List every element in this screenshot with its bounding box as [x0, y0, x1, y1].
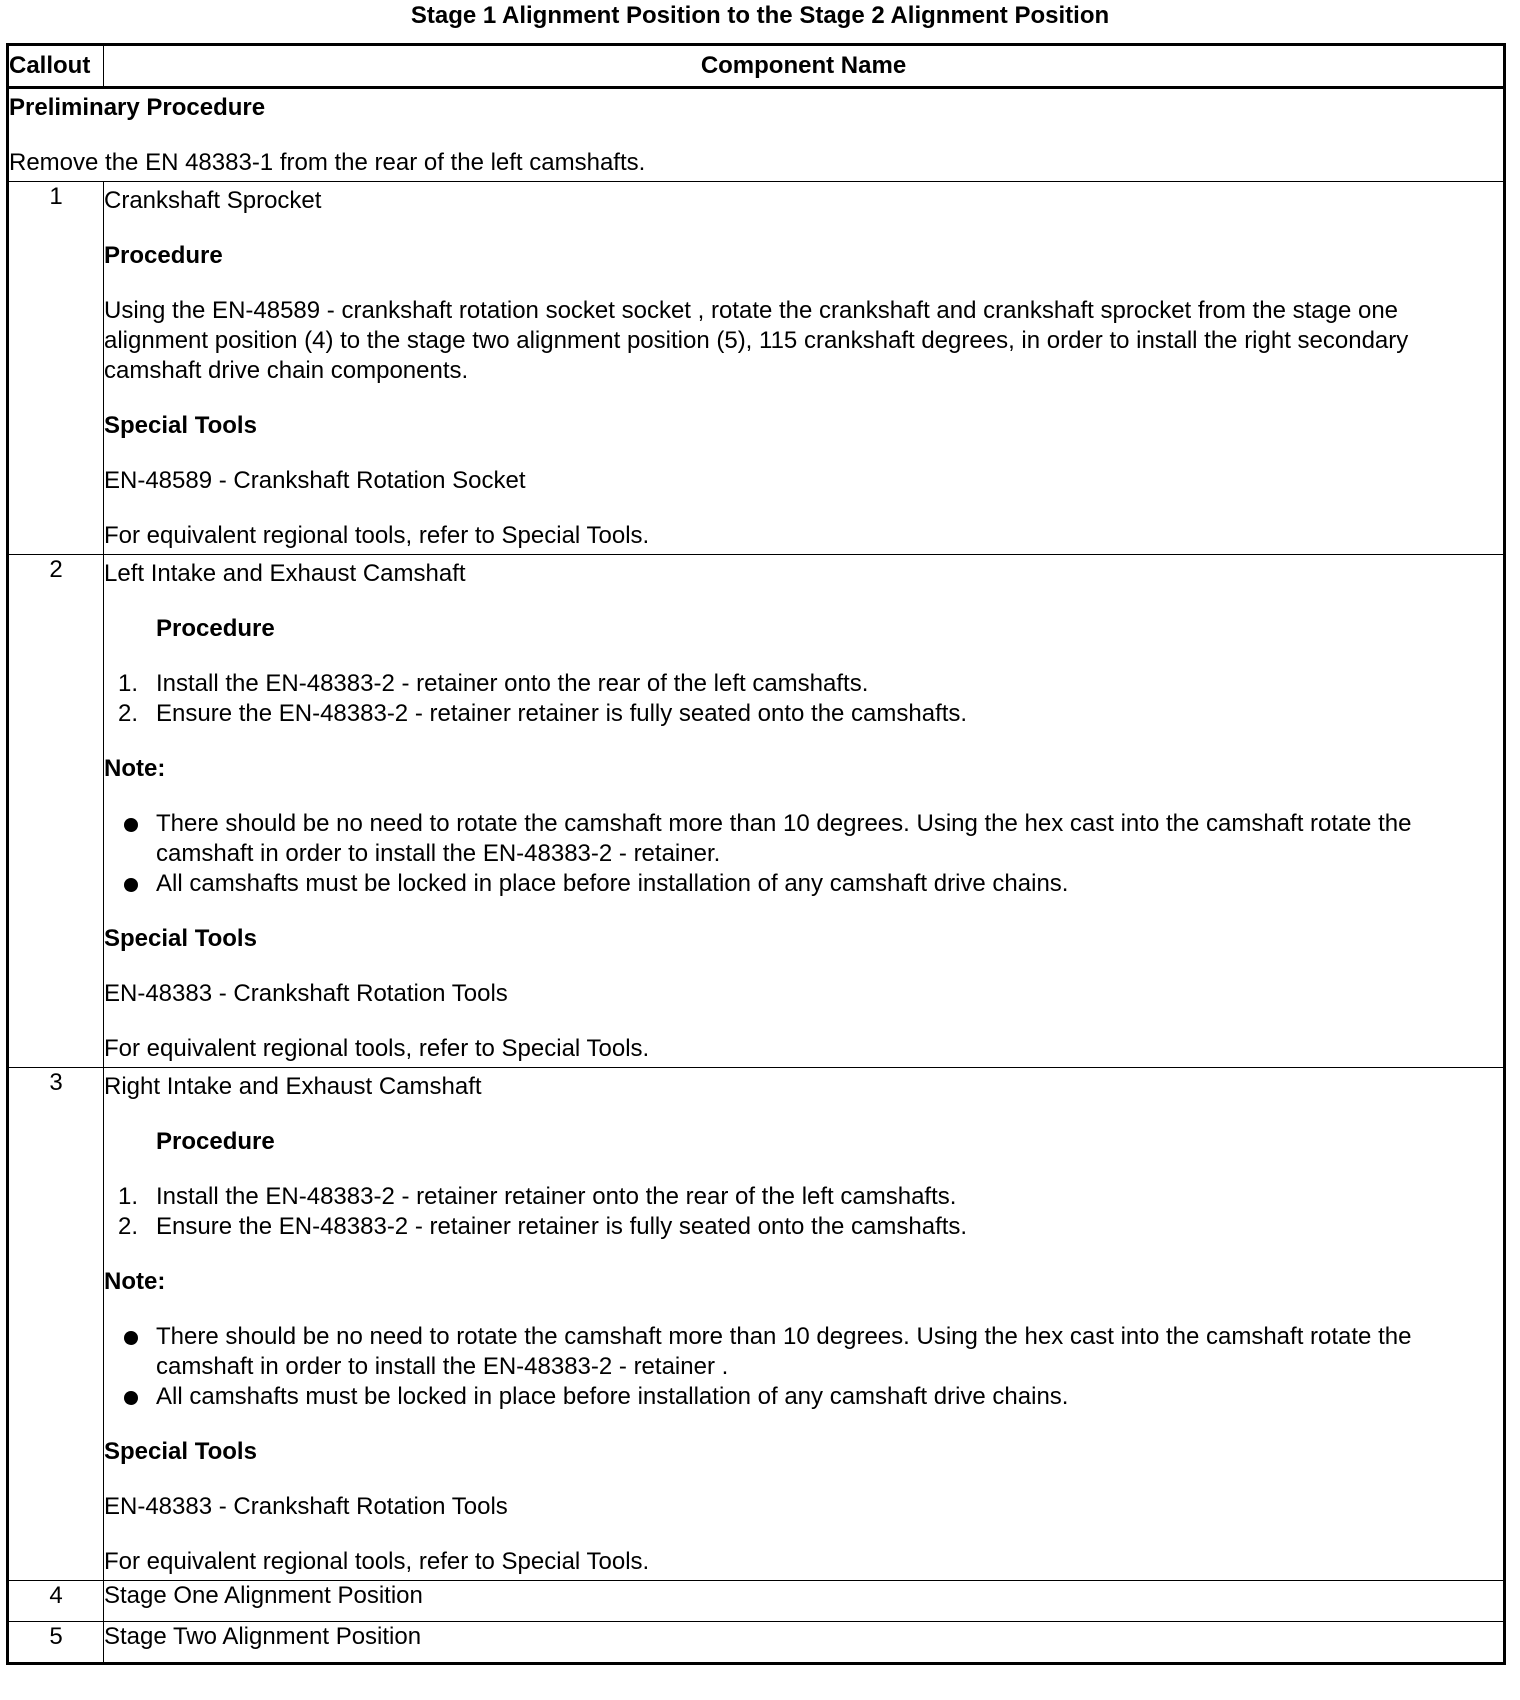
list-item — [104, 1322, 1503, 1382]
component-name-header: Component Name — [104, 45, 1505, 88]
procedure-steps — [104, 1182, 1503, 1242]
special-tools-heading: Special Tools — [104, 925, 257, 952]
equivalent-tools-note: For equivalent regional tools, refer to Special Tools. — [104, 1035, 650, 1062]
step-number: 1. — [118, 670, 139, 697]
list-item — [104, 699, 1503, 729]
list-item — [104, 1212, 1503, 1242]
callout-header: Callout — [8, 45, 104, 88]
note-text: All camshafts must be locked in place before installation of any camshaft drive chains. — [156, 1383, 1069, 1410]
list-item — [104, 869, 1503, 899]
note-bullets — [104, 1322, 1503, 1412]
callout-number: 3 — [8, 1068, 104, 1581]
table-header-row — [8, 45, 1505, 88]
procedure-text: Using the EN-48589 - crankshaft rotation socket socket , rotate the crankshaft and crankshaft sprocket from the stage one alignment position (4) to the stage two alignment position (5), 115 crankshaft degrees, in order to install the right secondary camshaft drive chain components. — [104, 297, 1409, 384]
component-table — [6, 43, 1506, 1665]
component-name: Stage One Alignment Position — [104, 1581, 1505, 1622]
special-tools-heading: Special Tools — [104, 412, 257, 439]
equivalent-tools-note: For equivalent regional tools, refer to Special Tools. — [104, 1548, 650, 1575]
callout-number: 4 — [8, 1581, 104, 1622]
note-heading: Note: — [104, 1268, 166, 1295]
note-bullets — [104, 809, 1503, 899]
step-text: Install the EN-48383-2 - retainer onto the rear of the left camshafts. — [156, 670, 869, 697]
bullet-icon — [124, 818, 138, 832]
step-text: Install the EN-48383-2 - retainer retainer onto the rear of the left camshafts. — [156, 1183, 957, 1210]
table-row — [8, 1622, 1505, 1664]
note-text: There should be no need to rotate the camshaft more than 10 degrees. Using the hex cast into the camshaft rotate the camshaft in order to install the EN-48383-2 - retainer . — [156, 1323, 1412, 1380]
preliminary-text: Remove the EN 48383-1 from the rear of the left camshafts. — [9, 149, 646, 176]
component-name: Stage Two Alignment Position — [104, 1622, 1505, 1664]
special-tools-heading: Special Tools — [104, 1438, 257, 1465]
table-row — [8, 1068, 1505, 1581]
step-text: Ensure the EN-48383-2 - retainer retainer is fully seated onto the camshafts. — [156, 700, 968, 727]
note-text: There should be no need to rotate the camshaft more than 10 degrees. Using the hex cast into the camshaft rotate the camshaft in order to install the EN-48383-2 - retainer. — [156, 810, 1412, 867]
procedure-heading: Procedure — [104, 242, 223, 269]
step-number: 2. — [118, 700, 139, 727]
step-number: 2. — [118, 1213, 139, 1240]
step-number: 1. — [118, 1183, 139, 1210]
special-tool: EN-48383 - Crankshaft Rotation Tools — [104, 1493, 508, 1520]
note-heading: Note: — [104, 755, 166, 782]
bullet-icon — [124, 1391, 138, 1405]
preliminary-row — [8, 88, 1505, 182]
list-item — [104, 1382, 1503, 1412]
table-row — [8, 182, 1505, 555]
bullet-icon — [124, 1331, 138, 1345]
component-name: Right Intake and Exhaust Camshaft — [104, 1073, 482, 1100]
equivalent-tools-note: For equivalent regional tools, refer to Special Tools. — [104, 522, 650, 549]
preliminary-heading: Preliminary Procedure — [9, 94, 266, 121]
table-row — [8, 555, 1505, 1068]
callout-number: 1 — [8, 182, 104, 555]
procedure-heading: Procedure — [156, 1128, 275, 1155]
page-title: Stage 1 Alignment Position to the Stage 2 Alignment Position — [410, 2, 1110, 29]
special-tool: EN-48383 - Crankshaft Rotation Tools — [104, 980, 508, 1007]
procedure-steps — [104, 669, 1503, 729]
list-item — [104, 1182, 1503, 1212]
note-text: All camshafts must be locked in place before installation of any camshaft drive chains. — [156, 870, 1069, 897]
procedure-heading: Procedure — [156, 615, 275, 642]
bullet-icon — [124, 878, 138, 892]
list-item — [104, 669, 1503, 699]
callout-number: 5 — [8, 1622, 104, 1664]
component-name: Crankshaft Sprocket — [104, 187, 322, 214]
callout-number: 2 — [8, 555, 104, 1068]
table-row — [8, 1581, 1505, 1622]
special-tool: EN-48589 - Crankshaft Rotation Socket — [104, 467, 526, 494]
component-name: Left Intake and Exhaust Camshaft — [104, 560, 466, 587]
step-text: Ensure the EN-48383-2 - retainer retainer is fully seated onto the camshafts. — [156, 1213, 968, 1240]
list-item — [104, 809, 1503, 869]
